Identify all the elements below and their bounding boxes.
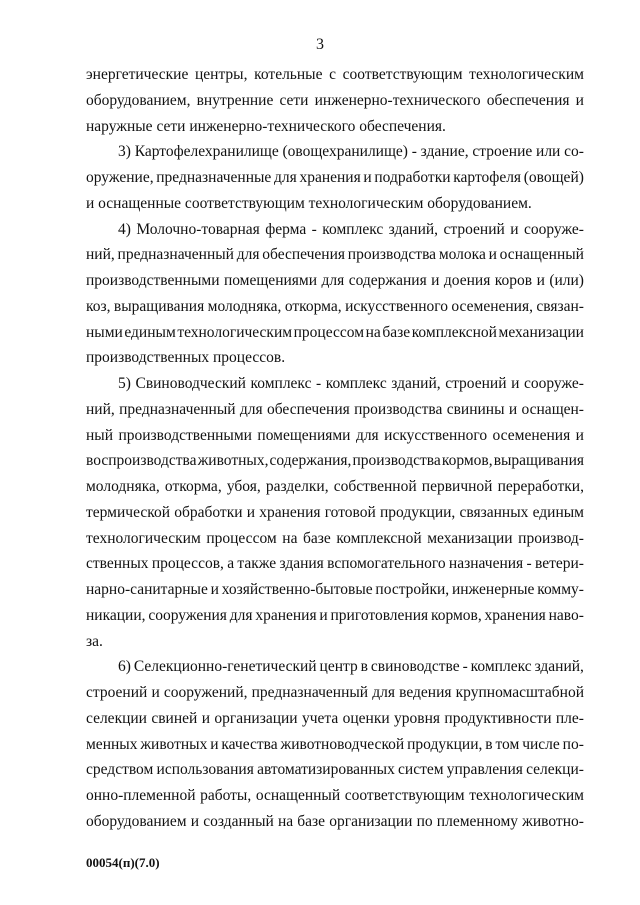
text-line: оружение, предназначенные для хранения и подработки картофеля (овощей) — [86, 169, 584, 186]
text-line: ный производственными помещениями для искусственного осеменения и — [86, 426, 584, 444]
text-line: 3) Картофелехранилище (овощехранилище) - здание, строение или со- — [118, 143, 584, 161]
text-line: ственных процессов, а также здания вспомогательного назначения - ветери- — [86, 555, 584, 573]
text-line: оборудованием, внутренние сети инженерно-технического обеспечения и — [86, 91, 584, 109]
text-line: энергетические центры, котельные с соответствующим технологическим — [86, 66, 584, 83]
text-line: производственных процессов. — [86, 349, 286, 367]
text-line: наружные сети инженерно-технического обеспечения. — [86, 117, 446, 135]
text-line: термической обработки и хранения готовой продукции, связанных единым — [86, 503, 584, 521]
document-body — [86, 62, 584, 835]
text-line: 5) Свиноводческий комплекс - комплекс зданий, строений и сооруже- — [118, 375, 584, 392]
text-line: строений и сооружений, предназначенный для ведения крупномасштабной — [86, 684, 584, 701]
text-line: ний, предназначенный для обеспечения производства свинины и оснащен- — [86, 400, 584, 418]
text-line: и оснащенные соответствующим технологическим оборудованием. — [86, 194, 532, 212]
text-line: оборудованием и созданный на базе организации по племенному животно- — [86, 812, 584, 830]
text-line: ными единым технологическим процессом на базе комплексной механизации — [86, 323, 584, 341]
text-line: 4) Молочно-товарная ферма - комплекс зданий, строений и сооруже- — [118, 220, 584, 238]
text-line: онно-племенной работы, оснащенный соответствующим технологическим — [86, 787, 584, 804]
text-line: технологическим процессом на базе комплексной механизации производ- — [86, 529, 584, 547]
text-line: за. — [86, 632, 103, 650]
text-line: 6) Селекционно-генетический центр в свиноводстве - комплекс зданий, — [118, 658, 584, 676]
text-line: ний, предназначенный для обеспечения производства молока и оснащенный — [86, 246, 584, 264]
text-line: воспроизводства животных, содержания, производства кормов, выращивания — [86, 452, 584, 470]
page-number: 3 — [316, 36, 324, 53]
text-line: молодняка, откорма, убоя, разделки, собственной первичной переработки, — [86, 478, 584, 495]
text-line: производственными помещениями для содержания и доения коров и (или) — [86, 272, 584, 289]
text-line: коз, выращивания молодняка, откорма, искусственного осеменения, связан- — [86, 297, 584, 315]
text-line: селекции свиней и организации учета оценки уровня продуктивности пле- — [86, 709, 584, 727]
text-line: никации, сооружения для хранения и приготовления кормов, хранения наво- — [86, 606, 584, 624]
text-line: менных животных и качества животноводческой продукции, в том числе по- — [86, 735, 584, 753]
text-line: нарно-санитарные и хозяйственно-бытовые постройки, инженерные комму- — [86, 581, 584, 598]
document-code: 00054(п)(7.0) — [86, 855, 160, 870]
text-line: средством использования автоматизированных систем управления селекци- — [86, 761, 584, 779]
